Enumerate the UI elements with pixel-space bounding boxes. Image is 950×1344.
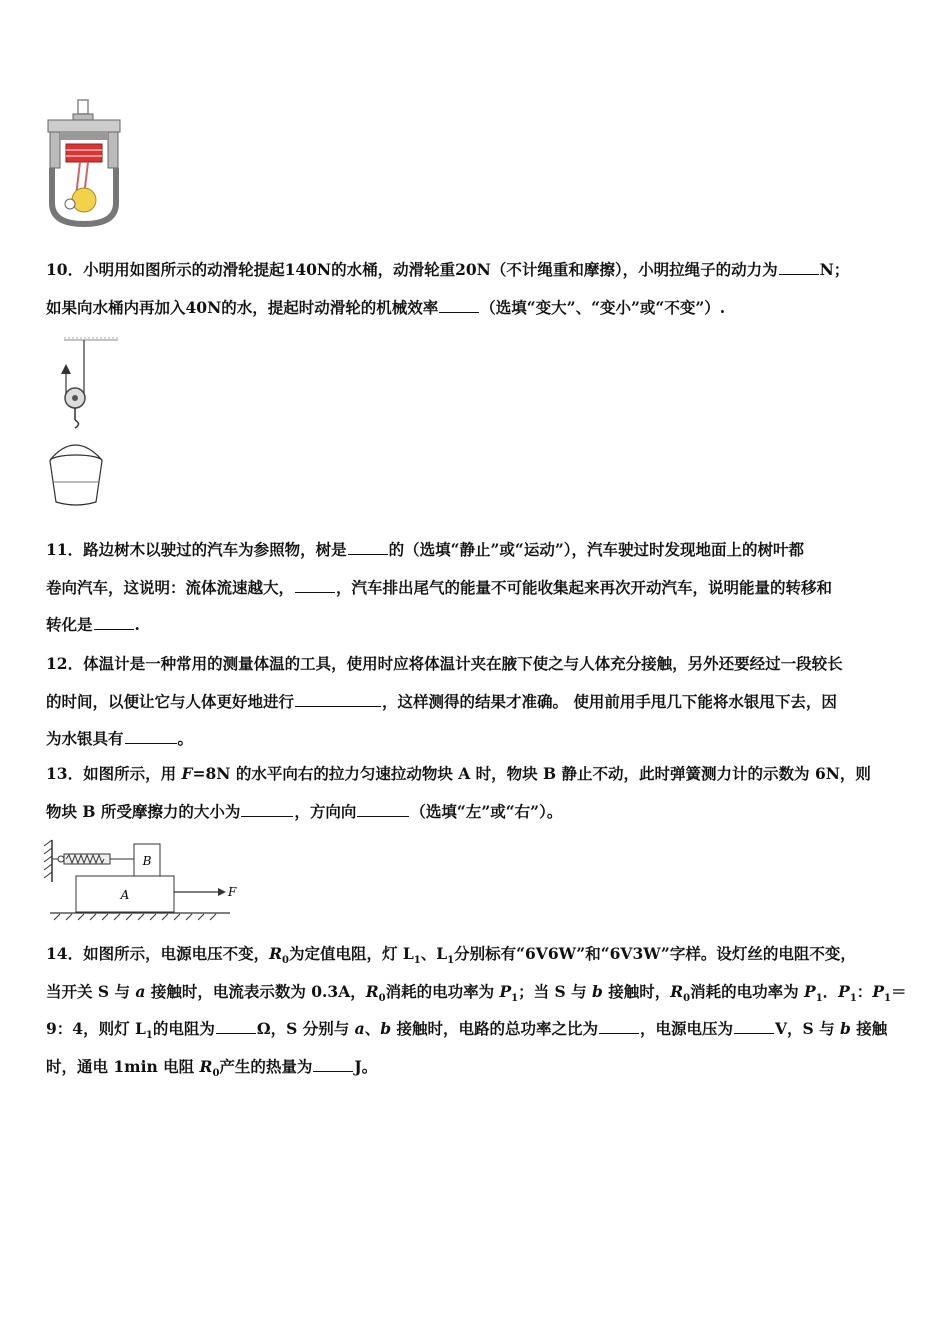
question-11: 11．路边树木以驶过的汽车为参照物，树是 的（选填“静止”或“运动”），汽车驶过时发现地面上的树叶都 卷向汽车，这说明：流体流速越大， ，汽车排出尾气的能量不可能收集起来再次开动汽车，说明能量的转移和 转化是 . [46, 540, 833, 634]
engine-cylinder-figure [44, 98, 124, 228]
block-b-label: B [142, 854, 152, 868]
question-13: 13．如图所示，用 F=8N 的水平向右的拉力匀速拉动物块 A 时，物块 B 静止不动，此时弹簧测力计的示数为 6N，则 物块 B 所受摩擦力的大小为 ，方向向 （选填“左”或“右”）。 [46, 764, 871, 821]
pulley-bucket-figure [44, 334, 124, 514]
question-12: 12．体温计是一种常用的测量体温的工具，使用时应将体温计夹在腋下使之与人体充分接触，另外还要经过一段较长 的时间，以便让它与人体更好地进行 ，这样测得的结果才准确。 使用前用手甩几下能将水银甩下去，因 为水银具有 。 [46, 654, 843, 748]
question-10: 10．小明用如图所示的动滑轮提起140N的水桶，动滑轮重20N（不计绳重和摩擦），小明拉绳子的动力为 N； 如果向水桶内再加入40N的水，提起时动滑轮的机械效率 （选填“变大”、“变小”或“不变”）. [46, 260, 850, 317]
block-a-label: A [120, 888, 130, 902]
blocks-spring-figure [40, 834, 250, 924]
force-f-label: F [228, 885, 237, 899]
question-14: 14．如图所示，电源电压不变，$R_0$为定值电阻，灯 $L_1$、$L_1$分别标有“6V6W”和“6V3W”字样。设灯丝的电阻不变， 当开关 S 与 a 接触时，电流表示数为 0.3A，$R_0$消耗的电功率为 $P_1$；当 S 与 b 接触时，$R_0$消耗的电功率为 $P_1$．$P_1$：$P_1=$ 9：4，则灯 $L_1$的电阻为 Ω，S 分别与 a、b 接触时，电路的总功率之比为 ，电源电压为 V，S 与 b 接触 时，通电 1min 电阻 $R_0$产生的热量为 J。 [46, 944, 907, 1079]
